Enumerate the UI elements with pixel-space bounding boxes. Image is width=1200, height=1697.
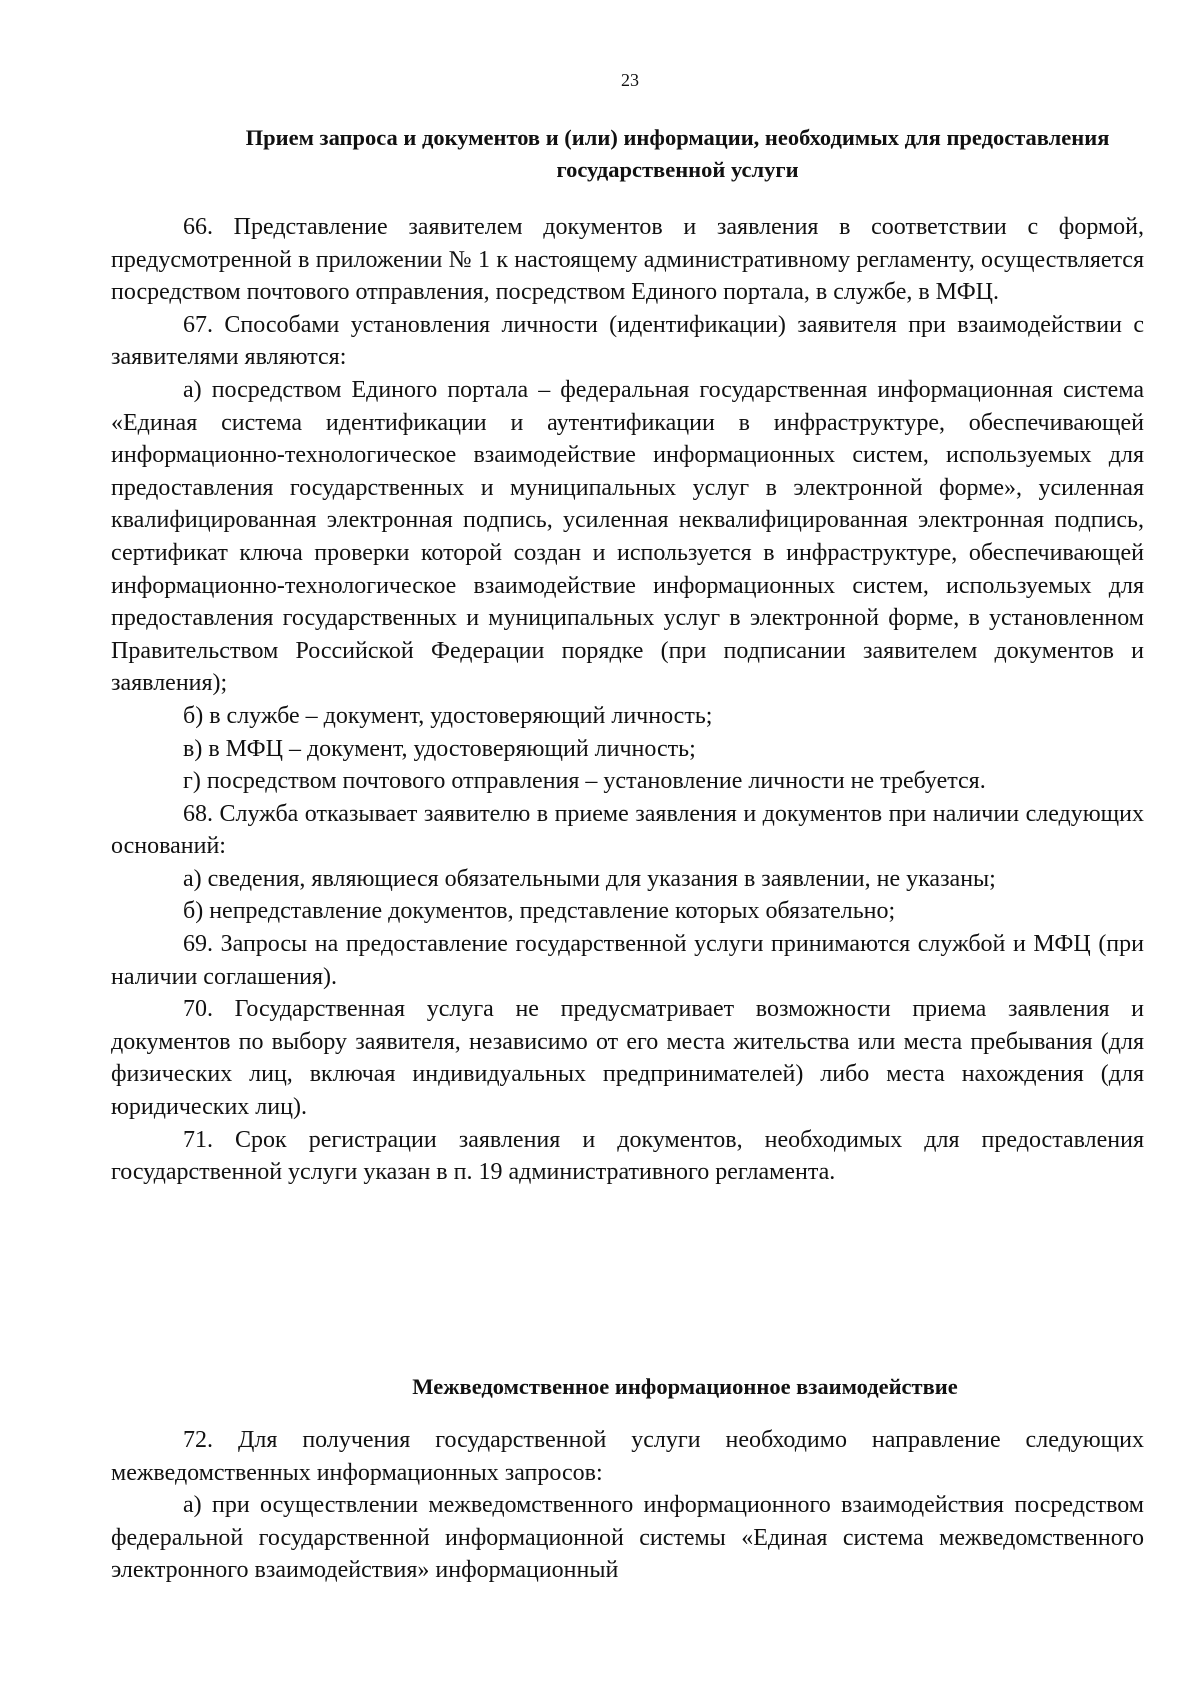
paragraph-72: 72. Для получения государственной услуги необходимо направление следующих межведомственных информационных запросов: [111,1427,1144,1486]
paragraph-68-a: а) сведения, являющиеся обязательными для указания в заявлении, не указаны; [183,865,996,892]
paragraph-67-b: б) в службе – документ, удостоверяющий личность; [183,702,713,729]
paragraph-72-a: а) при осуществлении межведомственного информационного взаимодействия посредством федеральной государственной информационной системы «Единая система межведомственного электронного взаимодействия» информационный [111,1492,1144,1584]
paragraph-67: 67. Способами установления личности (идентификации) заявителя при взаимодействии с заявителями являются: [111,311,1144,371]
page-number: 23 [621,70,639,90]
paragraph-67-a: а) посредством Единого портала – федеральная государственная информационная система «Единая система идентификации и аутентификации в инфраструктуре, обеспечивающей информационно-технологическое взаимодействие информационных систем, используемых для предоставления государственных и муниципальных услуг в электронной форме», усиленная квалифицированная электронная подпись, усиленная неквалифицированная электронная подпись, сертификат ключа проверки которой создан и используется в инфраструктуре, обеспечивающей информационно-технологическое взаимодействие информационных систем, используемых для предоставления государственных и муниципальных услуг в электронной форме, в установленном Правительством Российской Федерации порядке (при подписании заявителем документов и заявления); [111,376,1144,697]
paragraph-68-b: б) непредставление документов, представление которых обязательно; [183,898,896,925]
section-heading: Прием запроса и документов и (или) информации, необходимых для предоставления государственной услуги [245,125,1110,182]
section-heading: Межведомственное информационное взаимодействие [412,1374,958,1399]
paragraph-66: 66. Представление заявителем документов и заявления в соответствии с формой, предусмотренной в приложении № 1 к настоящему административному регламенту, осуществляется посредством почтового отправления, посредством Единого портала, в службе, в МФЦ. [111,214,1144,306]
paragraph-67-v: в) в МФЦ – документ, удостоверяющий личность; [183,735,696,762]
section-body [111,1424,1144,1587]
paragraph-70: 70. Государственная услуга не предусматривает возможности приема заявления и документов по выбору заявителя, независимо от его места жительства или места пребывания (для физических лиц, включая индивидуальных предпринимателей) либо места нахождения (для юридических лиц). [111,996,1144,1121]
paragraph-68: 68. Служба отказывает заявителю в приеме заявления и документов при наличии следующих оснований: [111,800,1144,860]
paragraph-67-g: г) посредством почтового отправления – установление личности не требуется. [183,768,986,795]
paragraph-71: 71. Срок регистрации заявления и документов, необходимых для предоставления государственной услуги указан в п. 19 административного регламента. [111,1126,1144,1186]
section-body [111,211,1144,1189]
paragraph-69: 69. Запросы на предоставление государственной услуги принимаются службой и МФЦ (при наличии соглашения). [111,931,1144,990]
